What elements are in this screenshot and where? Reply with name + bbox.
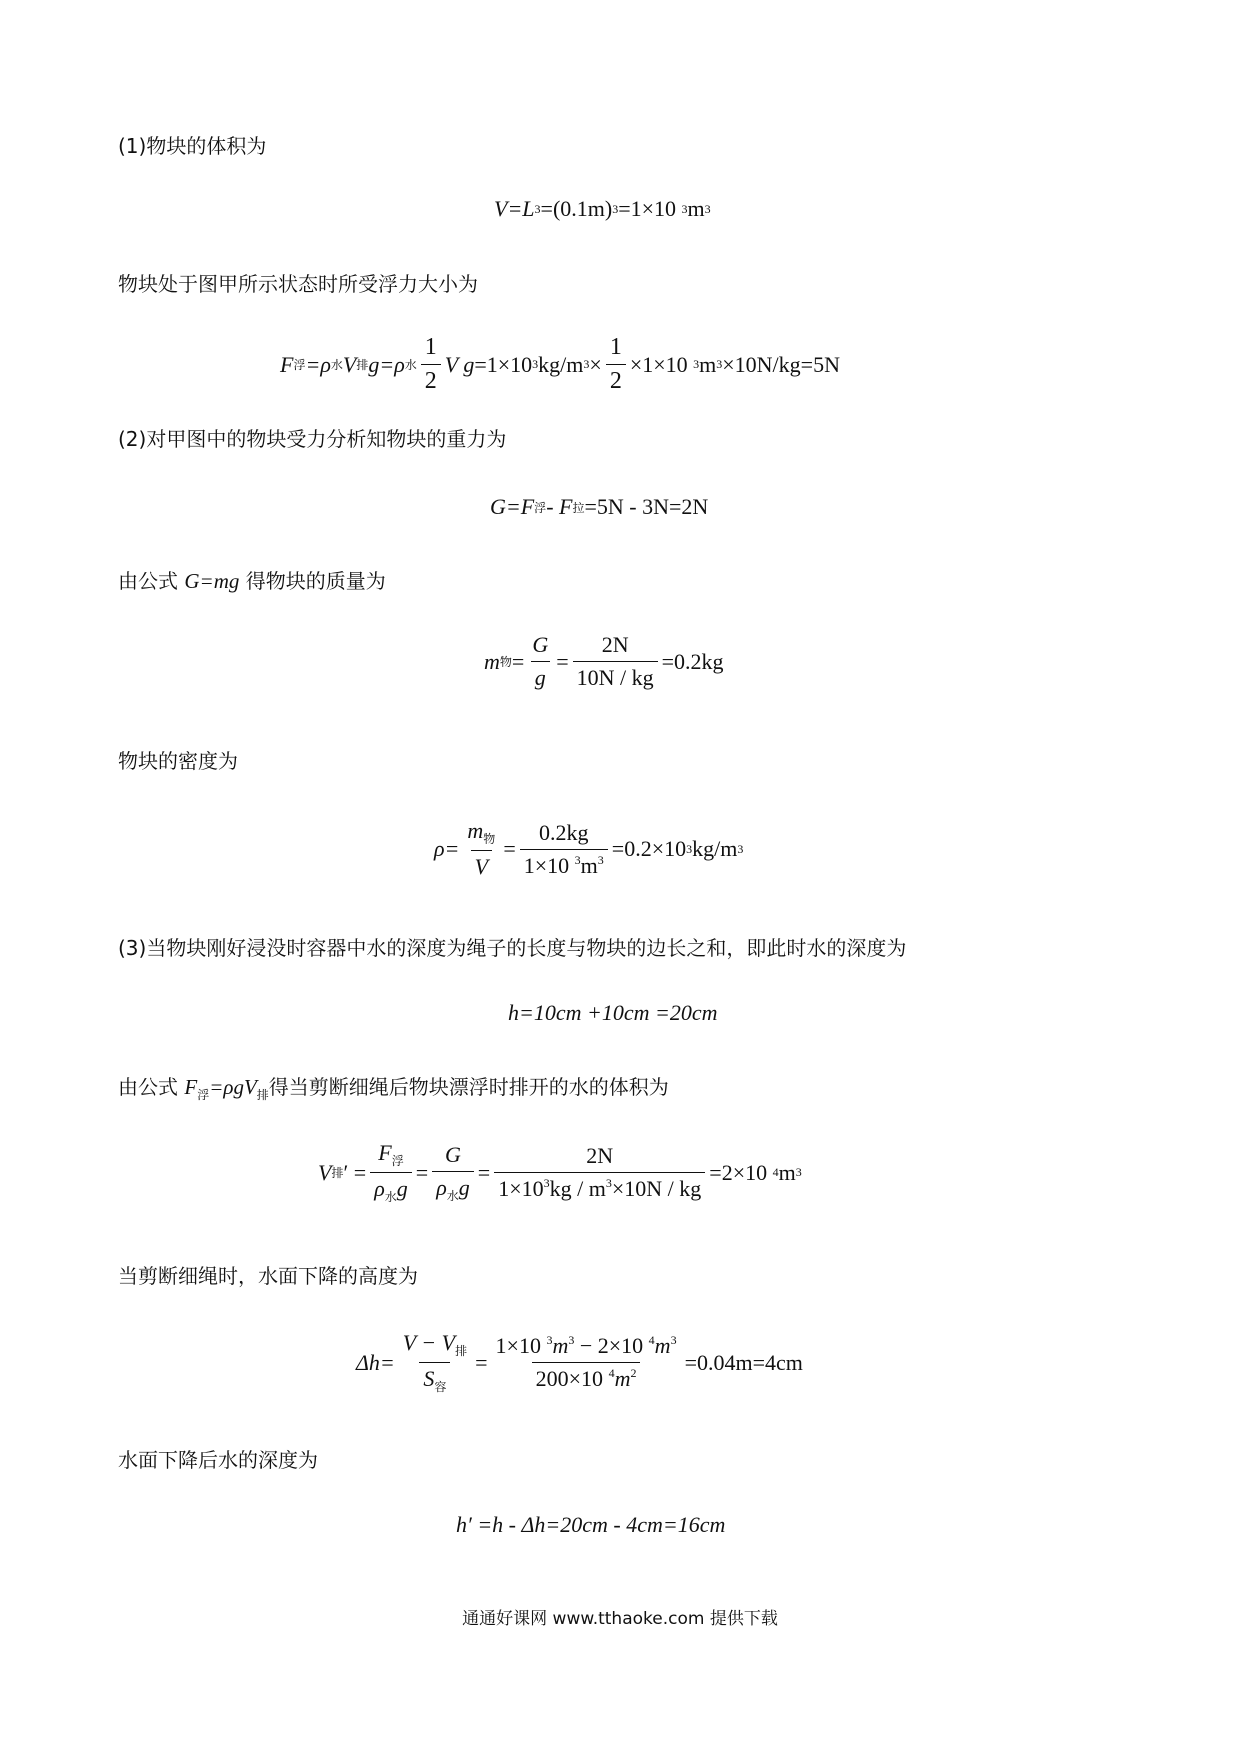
eq8-sub: 浮 bbox=[391, 1154, 404, 1168]
fraction-denominator bbox=[432, 1171, 474, 1204]
equation-displaced-volume bbox=[318, 1140, 802, 1205]
eq5-part: kg/m bbox=[692, 836, 738, 861]
eq1-sup: 3 bbox=[704, 201, 711, 216]
line4-formula: G=mg bbox=[184, 569, 240, 593]
eq8-sub: 排 bbox=[331, 1166, 344, 1180]
eq8-sub: 水 bbox=[384, 1190, 397, 1204]
eq9-n2b: m bbox=[552, 1333, 569, 1358]
eq2-part: kg/m bbox=[538, 351, 584, 377]
fraction-denominator bbox=[520, 849, 608, 879]
text-line-7 bbox=[118, 1071, 669, 1103]
eq9-n2c: − 2×10 bbox=[574, 1333, 644, 1358]
line4-part: 得物块的质量为 bbox=[239, 569, 386, 593]
equation-buoyancy bbox=[280, 334, 840, 395]
eq2-sub: 水 bbox=[330, 358, 343, 372]
eq8-part: = bbox=[415, 1159, 429, 1185]
eq5-sup: 3 bbox=[574, 852, 581, 867]
eq9-part: Δh= bbox=[356, 1349, 395, 1375]
eq5-d2: m bbox=[580, 852, 598, 878]
text-line-8: 当剪断细绳时，水面下降的高度为 bbox=[118, 1264, 418, 1288]
eq3-part: G=F bbox=[490, 494, 535, 519]
line7-formula: =ρgV bbox=[209, 1075, 257, 1099]
eq6-text: h=10cm +10cm =20cm bbox=[508, 1000, 718, 1025]
fraction-numerator: 1 bbox=[609, 334, 622, 360]
eq8-d3: ×10N / kg bbox=[611, 1176, 702, 1201]
eq8-sup: 3 bbox=[795, 1165, 802, 1179]
fraction-half bbox=[606, 334, 626, 395]
eq5-sup: 3 bbox=[597, 852, 604, 867]
eq2-part: =1×10 bbox=[474, 351, 533, 377]
eq8-F: F bbox=[378, 1140, 392, 1165]
equation-final-depth bbox=[456, 1512, 725, 1538]
eq10-text: h′ =h - Δh=20cm - 4cm=16cm bbox=[456, 1512, 726, 1537]
line7-part: 得当剪断细绳后物块漂浮时排开的水的体积为 bbox=[268, 1075, 669, 1099]
eq3-sub: 浮 bbox=[534, 500, 547, 515]
eq9-S: S bbox=[423, 1366, 435, 1391]
eq4-sub: 物 bbox=[499, 655, 512, 669]
line7-part: 由公式 bbox=[118, 1075, 185, 1099]
fraction-numerator: 0.2kg bbox=[539, 819, 589, 845]
fraction-values bbox=[494, 1143, 705, 1202]
fraction-G-over-rhog bbox=[432, 1142, 474, 1204]
text-line-3: (2)对甲图中的物块受力分析知物块的重力为 bbox=[118, 427, 507, 451]
eq8-part: m bbox=[778, 1159, 796, 1185]
line7-sub: 排 bbox=[256, 1088, 269, 1102]
eq2-sup: 3 bbox=[583, 357, 590, 371]
eq8-g: g bbox=[396, 1176, 408, 1201]
fraction-values bbox=[492, 1333, 681, 1392]
eq2-sup: 3 bbox=[693, 357, 700, 371]
eq5-m: m bbox=[467, 818, 484, 843]
fraction-numerator: G bbox=[532, 632, 549, 657]
eq9-sup: 3 bbox=[670, 1333, 677, 1347]
eq9-sub: 容 bbox=[434, 1380, 447, 1394]
eq5-sup: 3 bbox=[737, 841, 744, 856]
text-line-6: (3)当物块刚好浸没时容器中水的深度为绳子的长度与物块的边长之和，即此时水的深度为 bbox=[118, 936, 907, 960]
fraction-denominator: V bbox=[471, 850, 492, 880]
eq1-sup: 3 bbox=[612, 201, 619, 216]
eq9-n2d: m bbox=[654, 1333, 671, 1358]
eq4-part: = bbox=[511, 648, 525, 674]
fraction-numerator bbox=[492, 1333, 681, 1362]
fraction-G-over-g bbox=[528, 632, 552, 691]
text-line-5: 物块的密度为 bbox=[118, 749, 238, 773]
fraction-numerator bbox=[399, 1330, 471, 1362]
eq2-part: ×1×10 bbox=[629, 351, 688, 377]
eq2-sup: 3 bbox=[716, 357, 723, 371]
eq8-d1: 1×10 bbox=[498, 1176, 544, 1201]
eq8-sup: 3 bbox=[543, 1176, 550, 1190]
eq2-part: g=ρ bbox=[368, 351, 405, 377]
eq9-sup: 3 bbox=[546, 1333, 553, 1347]
equation-gravity bbox=[490, 494, 708, 520]
fraction-denominator: 2 bbox=[421, 364, 441, 395]
fraction-numerator bbox=[463, 818, 499, 850]
eq8-sub: 水 bbox=[446, 1188, 459, 1203]
eq9-n1: V − V bbox=[402, 1330, 456, 1355]
eq8-part: =2×10 bbox=[709, 1159, 768, 1185]
text-line-1: (1)物块的体积为 bbox=[118, 134, 267, 158]
eq2-part: m bbox=[699, 351, 717, 377]
eq1-sup: 3 bbox=[534, 201, 541, 216]
page-footer: 通通好课网 www.tthaoke.com 提供下载 bbox=[462, 1609, 778, 1629]
eq8-g: g bbox=[458, 1174, 470, 1200]
fraction-numerator bbox=[374, 1140, 407, 1172]
eq8-part: = bbox=[477, 1159, 491, 1185]
eq4-part: =0.2kg bbox=[661, 648, 724, 674]
eq3-sub: 拉 bbox=[572, 500, 585, 515]
line7-F: F bbox=[184, 1075, 198, 1099]
eq9-d1: 200×10 bbox=[535, 1366, 604, 1391]
fraction-denominator bbox=[419, 1362, 450, 1395]
eq1-part: m bbox=[687, 196, 705, 221]
eq2-part: V g bbox=[444, 351, 475, 377]
eq2-sub: 水 bbox=[404, 358, 417, 372]
fraction-values bbox=[573, 632, 658, 691]
eq9-part: =0.04m=4cm bbox=[684, 1349, 803, 1375]
fraction-m-over-V bbox=[463, 818, 499, 880]
eq5-part: ρ= bbox=[434, 836, 460, 861]
eq9-d2: m bbox=[614, 1366, 631, 1391]
eq5-sup: 3 bbox=[686, 841, 693, 856]
eq8-part: V bbox=[318, 1159, 332, 1185]
equation-volume bbox=[494, 196, 711, 222]
eq8-d2: kg / m bbox=[549, 1176, 606, 1201]
eq5-part: =0.2×10 bbox=[611, 836, 687, 861]
fraction-denominator bbox=[494, 1172, 705, 1202]
line7-sub: 浮 bbox=[197, 1088, 210, 1102]
eq8-part: ′ = bbox=[343, 1159, 367, 1185]
eq9-sup: 4 bbox=[648, 1333, 655, 1347]
fraction-numerator: 2N bbox=[601, 632, 629, 657]
equation-depth bbox=[508, 1000, 718, 1026]
fraction-denominator bbox=[370, 1172, 412, 1205]
text-line-2: 物块处于图甲所示状态时所受浮力大小为 bbox=[118, 272, 478, 296]
eq2-sub: 排 bbox=[356, 358, 369, 372]
fraction-values bbox=[520, 820, 608, 879]
line4-part: 由公式 bbox=[118, 569, 185, 593]
eq8-sup: 3 bbox=[605, 1176, 612, 1190]
fraction-denominator: 10N / kg bbox=[573, 661, 658, 691]
eq1-part: =(0.1m) bbox=[540, 196, 613, 221]
eq2-part: F bbox=[280, 351, 294, 377]
eq5-d1: 1×10 bbox=[523, 852, 570, 878]
eq9-sup: 3 bbox=[568, 1333, 575, 1347]
eq2-sub: 浮 bbox=[293, 358, 306, 372]
fraction-F-over-rhog bbox=[370, 1140, 412, 1205]
eq2-part: × bbox=[589, 351, 602, 377]
eq9-n2a: 1×10 bbox=[495, 1333, 541, 1358]
text-line-4 bbox=[118, 565, 386, 594]
equation-density: ρ= $\frac{m_物}{V}$ = $\frac{0.2kg}{1\times 10 ^3m^3}$ =0.2×10 3 kg/m 3 bbox=[434, 818, 744, 879]
eq3-part: - F bbox=[546, 494, 573, 519]
eq8-sup: 4 bbox=[772, 1165, 779, 1179]
eq4-part: m bbox=[484, 648, 500, 674]
equation-height-drop bbox=[356, 1330, 803, 1395]
fraction-numerator: 2N bbox=[586, 1143, 614, 1168]
eq9-sup: 4 bbox=[608, 1366, 615, 1380]
eq4-part: = bbox=[556, 648, 569, 674]
eq1-part: V=L bbox=[494, 196, 535, 221]
eq9-sup: 2 bbox=[630, 1366, 637, 1380]
eq2-part: =ρ bbox=[305, 351, 331, 377]
fraction-denominator bbox=[532, 1362, 641, 1392]
eq1-part: =1×10 bbox=[618, 196, 677, 221]
equation-mass bbox=[484, 632, 724, 691]
eq8-rho: ρ bbox=[436, 1174, 447, 1200]
eq5-sub: 物 bbox=[483, 832, 496, 846]
eq2-part: ×10N/kg=5N bbox=[722, 351, 840, 377]
fraction-denominator: 2 bbox=[606, 364, 626, 395]
fraction-denominator: g bbox=[531, 661, 550, 691]
eq2-part: V bbox=[342, 351, 357, 377]
eq9-part: = bbox=[475, 1349, 488, 1375]
eq2-sup: 3 bbox=[532, 357, 539, 371]
fraction-V-over-S bbox=[399, 1330, 471, 1395]
eq3-part: =5N - 3N=2N bbox=[584, 494, 709, 519]
fraction-numerator: G bbox=[445, 1141, 461, 1167]
fraction-numerator: 1 bbox=[424, 334, 437, 360]
eq1-sup: 3 bbox=[681, 201, 688, 216]
eq9-sub: 排 bbox=[455, 1344, 468, 1358]
eq8-rho: ρ bbox=[374, 1176, 385, 1201]
text-line-9: 水面下降后水的深度为 bbox=[118, 1448, 318, 1472]
fraction-half bbox=[421, 334, 441, 395]
